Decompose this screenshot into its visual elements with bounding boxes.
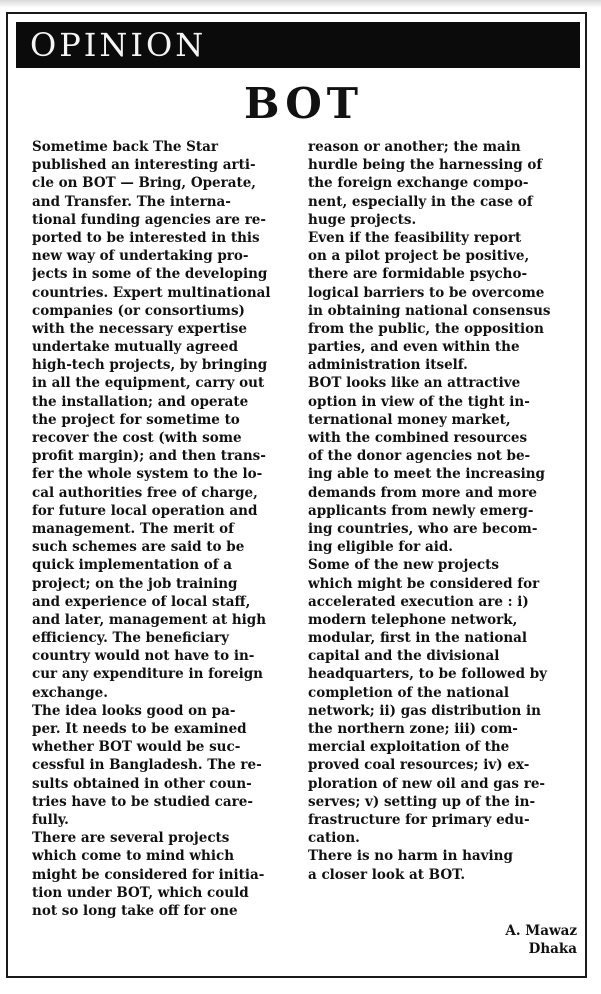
text-line: There are several projects bbox=[32, 830, 230, 847]
text-line: for future local operation and bbox=[32, 502, 258, 519]
text-line: exchange. bbox=[32, 684, 108, 701]
text-line: new way of undertaking pro- bbox=[32, 248, 249, 265]
text-line: Some of the new projects bbox=[308, 557, 499, 574]
right-column bbox=[308, 138, 580, 884]
text-line: demands from more and more bbox=[308, 484, 537, 501]
text-line: BOT looks like an attractive bbox=[308, 375, 521, 392]
text-line: profit margin); and then trans- bbox=[32, 448, 266, 465]
text-line: such schemes are said to be bbox=[32, 539, 245, 556]
section-label: OPINION bbox=[30, 26, 207, 64]
text-line: with the combined resources bbox=[308, 430, 528, 446]
text-line: frastructure for primary edu- bbox=[308, 811, 530, 828]
author-place: Dhaka bbox=[528, 941, 577, 957]
text-line: tional funding agencies are re- bbox=[32, 211, 267, 228]
text-line: ing able to meet the increasing bbox=[308, 466, 545, 483]
text-line: cle on BOT — Bring, Operate, bbox=[32, 175, 257, 192]
text-line: which come to mind which bbox=[32, 848, 235, 865]
text-line: project; on the job training bbox=[32, 575, 238, 592]
text-line: ternational money market, bbox=[308, 411, 511, 428]
text-line: in obtaining national consensus bbox=[308, 302, 551, 319]
text-line: from the public, the opposition bbox=[308, 320, 544, 337]
text-line: ploration of new oil and gas re- bbox=[308, 775, 546, 792]
left-column bbox=[32, 138, 290, 920]
section-banner bbox=[16, 22, 580, 68]
text-line: cal authorities free of charge, bbox=[32, 484, 258, 501]
text-line: fully. bbox=[32, 811, 69, 828]
text-line: applicants from newly emerg- bbox=[308, 502, 534, 519]
text-line: quick implementation of a bbox=[32, 557, 233, 574]
text-line: per. It needs to be examined bbox=[32, 721, 247, 737]
text-line: and experience of local staff, bbox=[32, 593, 251, 610]
text-line: huge projects. bbox=[308, 211, 417, 228]
text-line: sults obtained in other coun- bbox=[32, 775, 252, 792]
text-line: logical barriers to be overcome bbox=[308, 284, 545, 301]
text-line: a closer look at BOT. bbox=[308, 866, 466, 883]
text-line: of the donor agencies not be- bbox=[308, 448, 531, 465]
text-line: might be considered for initia- bbox=[32, 866, 265, 883]
text-line: modern telephone network, bbox=[308, 611, 518, 628]
text-line: reason or another; the main bbox=[308, 139, 521, 155]
text-line: and later, management at high bbox=[32, 611, 267, 628]
text-line: ing eligible for aid. bbox=[308, 539, 453, 556]
author-name: A. Mawaz bbox=[505, 923, 577, 939]
text-line: tries have to be studied care- bbox=[32, 793, 253, 810]
text-line: hurdle being the harnessing of bbox=[308, 157, 543, 174]
text-line: modular, first in the national bbox=[308, 630, 528, 647]
text-line: proved coal resources; iv) ex- bbox=[308, 757, 530, 774]
text-line: cessful in Bangladesh. The re- bbox=[32, 757, 262, 774]
text-line: country would not have to in- bbox=[32, 648, 255, 665]
text-line: parties, and even within the bbox=[308, 339, 520, 356]
text-line: Sometime back The Star bbox=[32, 139, 219, 155]
text-line: countries. Expert multinational bbox=[32, 284, 271, 301]
text-line: with the necessary expertise bbox=[32, 320, 247, 337]
text-line: management. The merit of bbox=[32, 520, 234, 537]
text-line: cation. bbox=[308, 830, 360, 847]
author-signature bbox=[505, 922, 577, 958]
text-line: The idea looks good on pa- bbox=[32, 702, 236, 719]
text-line: Even if the feasibility report bbox=[308, 229, 522, 246]
text-line: option in view of the tight in- bbox=[308, 393, 530, 410]
page-top-edge bbox=[0, 0, 601, 8]
text-line: ing countries, who are becom- bbox=[308, 520, 538, 537]
text-line: efficiency. The beneficiary bbox=[32, 630, 229, 647]
text-line: jects in some of the developing bbox=[32, 266, 268, 283]
text-line: headquarters, to be followed by bbox=[308, 666, 548, 683]
text-line: fer the whole system to the lo- bbox=[32, 466, 263, 483]
text-line: companies (or consortiums) bbox=[32, 302, 245, 319]
text-line: network; ii) gas distribution in bbox=[308, 702, 541, 719]
article-headline: BOT bbox=[243, 79, 364, 128]
text-line: the northern zone; iii) com- bbox=[308, 721, 518, 737]
text-line: recover the cost (with some bbox=[32, 430, 242, 446]
text-line: the project for sometime to bbox=[32, 411, 240, 428]
text-line: There is no harm in having bbox=[308, 848, 513, 865]
text-line: accelerated execution are : i) bbox=[308, 593, 529, 610]
text-line: nent, especially in the case of bbox=[308, 193, 533, 210]
text-line: serves; v) setting up of the in- bbox=[308, 793, 536, 810]
text-line: ported to be interested in this bbox=[32, 229, 260, 246]
text-line: the foreign exchange compo- bbox=[308, 175, 529, 192]
text-line: completion of the national bbox=[308, 684, 510, 701]
text-line: tion under BOT, which could bbox=[32, 884, 249, 901]
text-line: there are formidable psycho- bbox=[308, 266, 528, 283]
text-line: cur any expenditure in foreign bbox=[32, 666, 263, 683]
text-line: which might be considered for bbox=[308, 575, 540, 592]
text-line: mercial exploitation of the bbox=[308, 739, 510, 756]
text-line: not so long take off for one bbox=[32, 902, 238, 919]
text-line: the installation; and operate bbox=[32, 393, 249, 410]
text-line: whether BOT would be suc- bbox=[32, 739, 241, 756]
text-line: in all the equipment, carry out bbox=[32, 375, 265, 392]
text-line: high-tech projects, by bringing bbox=[32, 357, 268, 374]
text-line: and Transfer. The interna- bbox=[32, 193, 231, 210]
text-line: undertake mutually agreed bbox=[32, 339, 239, 356]
text-line: on a pilot project be positive, bbox=[308, 248, 530, 265]
text-line: capital and the divisional bbox=[308, 648, 500, 665]
text-line: administration itself. bbox=[308, 357, 468, 374]
text-line: published an interesting arti- bbox=[32, 157, 256, 174]
